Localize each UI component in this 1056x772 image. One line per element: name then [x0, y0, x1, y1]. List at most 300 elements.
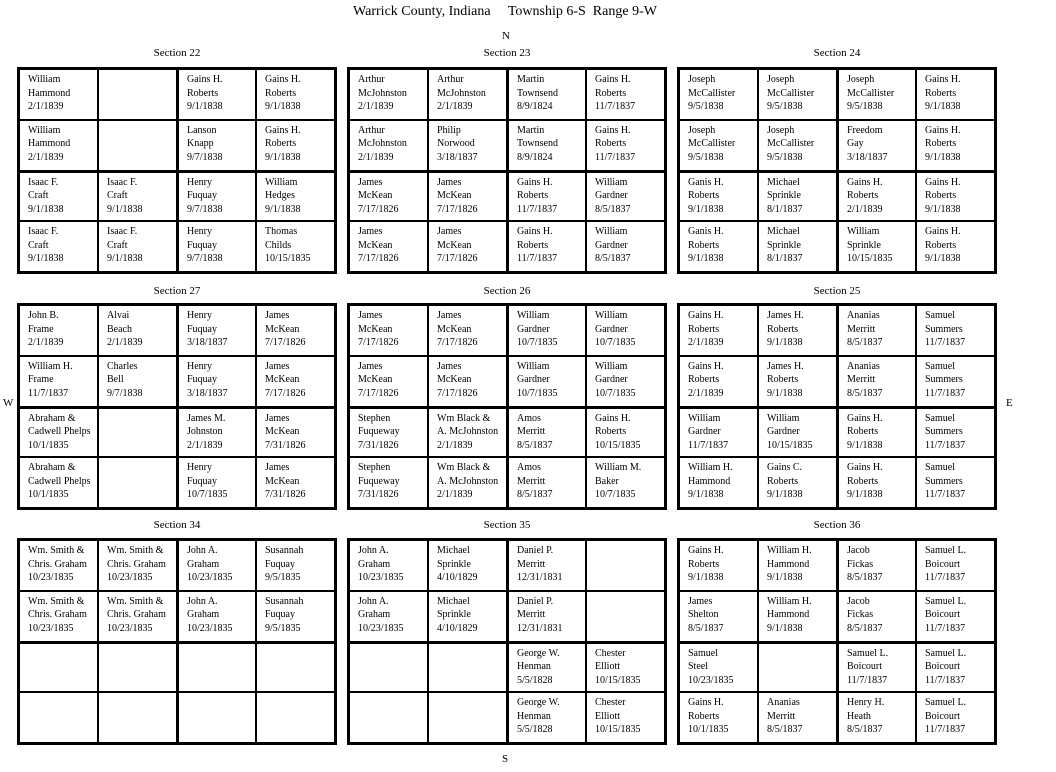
land-parcel — [586, 591, 665, 642]
parcel-date: 9/1/1838 — [925, 253, 961, 265]
land-parcel — [586, 356, 665, 407]
parcel-date: 10/23/1835 — [358, 572, 404, 583]
land-parcel — [349, 171, 428, 222]
land-parcel — [586, 457, 665, 508]
parcel-date: 10/23/1835 — [107, 622, 153, 634]
parcel-owner-line: Freedom — [847, 124, 883, 136]
parcel-date: 8/5/1837 — [847, 724, 883, 736]
parcel-owner-line: John A. — [187, 545, 218, 556]
land-parcel — [679, 221, 758, 272]
parcel-date: 2/1/1839 — [437, 439, 473, 451]
parcel-owner-line: Michael — [767, 226, 800, 238]
parcel-owner-line: Martin — [517, 124, 545, 136]
parcel-date: 7/31/1826 — [358, 489, 399, 501]
parcel-owner-line: Abraham & — [28, 412, 76, 424]
land-parcel — [507, 642, 586, 693]
land-parcel — [916, 305, 995, 356]
parcel-owner-line: Ananias — [847, 360, 880, 372]
parcel-owner-line: Graham — [187, 609, 220, 621]
parcel-owner-line: James M. — [187, 412, 226, 424]
parcel-owner-line: Frame — [28, 323, 54, 335]
land-parcel — [98, 591, 177, 642]
parcel-date: 2/1/1839 — [28, 101, 64, 112]
land-parcel — [679, 407, 758, 458]
parcel-owner-line: Gardner — [595, 374, 628, 386]
parcel-owner-line: Samuel — [688, 647, 718, 659]
parcel-date: 11/7/1837 — [925, 572, 966, 583]
parcel-owner-line: Gardner — [767, 426, 800, 437]
parcel-owner-line: William H. — [767, 545, 812, 556]
parcel-owner-line: Amos — [517, 462, 541, 474]
parcel-date: 4/10/1829 — [437, 622, 478, 634]
section-label: Section 23 — [483, 47, 531, 59]
parcel-owner-line: Heath — [847, 710, 871, 722]
parcel-owner-line: Samuel — [925, 360, 955, 372]
parcel-date: 9/1/1838 — [688, 203, 724, 215]
parcel-owner-line: William — [767, 412, 800, 424]
parcel-date: 9/5/1838 — [767, 101, 803, 112]
parcel-owner-line: Frame — [28, 374, 54, 386]
parcel-owner-line: Roberts — [925, 190, 957, 201]
parcel-owner-line: Graham — [358, 558, 391, 570]
land-parcel — [256, 407, 335, 458]
parcel-owner-line: Jacob — [847, 545, 870, 556]
page-title: Warrick County, Indiana Township 6-S Range 9-W — [353, 4, 657, 19]
land-parcel — [177, 171, 256, 222]
land-parcel — [758, 356, 837, 407]
parcel-owner-line: Arthur — [437, 74, 464, 85]
parcel-owner-line: Gardner — [595, 323, 628, 335]
parcel-owner-line: Roberts — [925, 138, 957, 150]
land-parcel — [679, 69, 758, 120]
parcel-owner-line: John A. — [358, 545, 389, 556]
parcel-owner-line: Roberts — [847, 190, 879, 201]
parcel-owner-line: John A. — [358, 595, 389, 607]
parcel-owner-line: Wm. Smith & — [107, 545, 164, 556]
land-parcel — [428, 305, 507, 356]
parcel-date: 7/17/1826 — [437, 203, 478, 215]
section-grid — [347, 67, 667, 274]
parcel-owner-line: Ganis H. — [688, 176, 724, 188]
land-parcel — [586, 69, 665, 120]
land-parcel — [19, 591, 98, 642]
section-grid — [17, 538, 337, 745]
parcel-date: 10/1/1835 — [28, 489, 69, 501]
compass-south: S — [502, 753, 509, 765]
parcel-date: 8/5/1837 — [595, 203, 631, 215]
parcel-owner-line: Roberts — [767, 475, 799, 487]
parcel-owner-line: Gains C. — [767, 462, 802, 474]
parcel-owner-line: Gardner — [517, 323, 550, 335]
parcel-owner-line: Craft — [28, 239, 49, 251]
land-parcel — [586, 305, 665, 356]
parcel-owner-line: William — [28, 74, 61, 85]
parcel-owner-line: Gains H. — [847, 176, 883, 188]
parcel-owner-line: Fuquay — [187, 374, 217, 386]
parcel-date: 7/17/1826 — [265, 387, 306, 399]
parcel-date: 10/15/1835 — [767, 439, 813, 451]
parcel-owner-line: Chris. Graham — [107, 609, 166, 621]
parcel-owner-line: Elliott — [595, 661, 620, 672]
parcel-owner-line: James — [358, 360, 383, 372]
parcel-owner-line: Arthur — [358, 74, 385, 85]
land-parcel — [19, 642, 98, 693]
parcel-date: 8/5/1837 — [847, 337, 883, 348]
parcel-owner-line: Roberts — [187, 87, 219, 99]
land-parcel — [256, 69, 335, 120]
land-parcel — [679, 120, 758, 171]
parcel-owner-line: Gardner — [595, 239, 628, 251]
parcel-owner-line: Roberts — [265, 138, 297, 150]
land-parcel — [679, 171, 758, 222]
parcel-date: 9/1/1838 — [767, 489, 803, 501]
parcel-date: 10/15/1835 — [595, 724, 641, 736]
parcel-date: 10/23/1835 — [28, 572, 74, 583]
section-grid — [347, 538, 667, 745]
parcel-owner-line: Fuquay — [265, 609, 295, 621]
parcel-date: 2/1/1839 — [28, 151, 64, 163]
parcel-owner-line: McJohnston — [358, 87, 407, 99]
parcel-date: 12/31/1831 — [517, 622, 563, 634]
land-parcel — [507, 591, 586, 642]
parcel-date: 8/9/1824 — [517, 151, 553, 163]
parcel-owner-line: Henry — [187, 360, 212, 372]
parcel-owner-line: Michael — [437, 595, 470, 607]
parcel-owner-line: Henman — [517, 710, 551, 722]
land-parcel — [19, 221, 98, 272]
land-parcel — [428, 692, 507, 743]
parcel-owner-line: Stephen — [358, 462, 391, 474]
parcel-date: 7/17/1826 — [437, 253, 478, 265]
parcel-owner-line: Roberts — [847, 426, 879, 437]
parcel-date: 3/18/1837 — [437, 151, 478, 163]
land-parcel — [837, 591, 916, 642]
parcel-owner-line: James — [265, 412, 290, 424]
land-parcel — [98, 692, 177, 743]
parcel-owner-line: Hedges — [265, 190, 295, 201]
parcel-owner-line: Samuel — [925, 462, 955, 474]
parcel-owner-line: Roberts — [688, 239, 720, 251]
parcel-date: 11/7/1837 — [688, 439, 729, 451]
land-parcel — [349, 356, 428, 407]
land-parcel — [758, 642, 837, 693]
parcel-owner-line: Samuel L. — [847, 647, 889, 659]
parcel-date: 10/1/1835 — [28, 439, 69, 451]
parcel-owner-line: Sprinkle — [437, 558, 471, 570]
land-parcel — [177, 305, 256, 356]
land-parcel — [758, 120, 837, 171]
parcel-date: 9/5/1838 — [767, 151, 803, 163]
parcel-owner-line: James — [437, 176, 462, 188]
parcel-owner-line: Gains H. — [925, 226, 961, 238]
parcel-owner-line: Michael — [437, 545, 470, 556]
parcel-owner-line: Norwood — [437, 138, 475, 150]
parcel-owner-line: Wm. Smith & — [28, 545, 85, 556]
land-parcel — [256, 692, 335, 743]
parcel-date: 8/5/1837 — [517, 439, 553, 451]
parcel-owner-line: Ananias — [767, 697, 800, 709]
land-parcel — [19, 540, 98, 591]
parcel-owner-line: Graham — [358, 609, 391, 621]
parcel-owner-line: Craft — [107, 190, 128, 201]
parcel-owner-line: Sprinkle — [847, 239, 881, 251]
land-parcel — [916, 171, 995, 222]
parcel-date: 11/7/1837 — [595, 101, 636, 112]
parcel-owner-line: Abraham & — [28, 462, 76, 474]
parcel-date: 10/23/1835 — [107, 572, 153, 583]
parcel-owner-line: Henry — [187, 226, 212, 238]
parcel-owner-line: Summers — [925, 426, 963, 437]
parcel-owner-line: McKean — [437, 239, 472, 251]
parcel-owner-line: Roberts — [595, 87, 627, 99]
parcel-date: 9/1/1838 — [265, 151, 301, 163]
parcel-owner-line: Roberts — [517, 190, 549, 201]
parcel-owner-line: Henry — [187, 462, 212, 474]
parcel-owner-line: William — [595, 310, 628, 321]
parcel-owner-line: Gains H. — [517, 226, 553, 238]
land-parcel — [837, 305, 916, 356]
parcel-owner-line: Gains H. — [595, 412, 631, 424]
land-parcel — [177, 407, 256, 458]
parcel-owner-line: Ananias — [847, 310, 880, 321]
land-parcel — [916, 407, 995, 458]
land-parcel — [507, 305, 586, 356]
parcel-date: 11/7/1837 — [847, 674, 888, 686]
land-parcel — [256, 642, 335, 693]
land-parcel — [349, 407, 428, 458]
parcel-owner-line: Boicourt — [925, 661, 960, 672]
land-parcel — [349, 540, 428, 591]
parcel-owner-line: Gains H. — [265, 124, 301, 136]
parcel-owner-line: Chester — [595, 697, 626, 709]
parcel-owner-line: Joseph — [688, 74, 716, 85]
land-parcel — [507, 120, 586, 171]
parcel-date: 7/17/1826 — [265, 337, 306, 348]
section-label: Section 35 — [483, 519, 531, 531]
land-parcel — [679, 692, 758, 743]
parcel-owner-line: Daniel P. — [517, 595, 554, 607]
parcel-owner-line: Isaac F. — [107, 176, 138, 188]
parcel-owner-line: James — [265, 360, 290, 372]
parcel-owner-line: Henry — [187, 310, 212, 321]
land-parcel — [586, 407, 665, 458]
parcel-date: 11/7/1837 — [517, 253, 558, 265]
land-parcel — [837, 171, 916, 222]
parcel-owner-line: Roberts — [767, 374, 799, 386]
land-parcel — [507, 69, 586, 120]
parcel-owner-line: Gains H. — [688, 545, 724, 556]
parcel-date: 9/1/1838 — [925, 151, 961, 163]
parcel-owner-line: James — [358, 226, 383, 238]
section-label: Section 27 — [153, 285, 201, 297]
parcel-owner-line: Roberts — [688, 558, 720, 570]
parcel-date: 10/23/1835 — [187, 622, 233, 634]
parcel-owner-line: Merritt — [847, 323, 876, 335]
land-parcel — [256, 356, 335, 407]
parcel-owner-line: Gains H. — [688, 310, 724, 321]
land-parcel — [98, 171, 177, 222]
parcel-date: 7/17/1826 — [358, 253, 399, 265]
section-grid — [347, 303, 667, 510]
land-parcel — [758, 540, 837, 591]
parcel-owner-line: McCallister — [767, 138, 815, 150]
section-grid — [677, 67, 997, 274]
parcel-date: 10/23/1835 — [688, 674, 734, 686]
land-parcel — [758, 305, 837, 356]
parcel-owner-line: James — [265, 310, 290, 321]
parcel-date: 7/17/1826 — [437, 387, 478, 399]
land-parcel — [758, 407, 837, 458]
land-parcel — [349, 221, 428, 272]
parcel-owner-line: Craft — [28, 190, 49, 201]
parcel-owner-line: Gardner — [517, 374, 550, 386]
parcel-owner-line: Daniel P. — [517, 545, 554, 556]
land-parcel — [177, 457, 256, 508]
land-parcel — [916, 540, 995, 591]
parcel-owner-line: Gardner — [688, 426, 721, 437]
parcel-owner-line: McKean — [265, 374, 300, 386]
land-parcel — [19, 120, 98, 171]
parcel-date: 11/7/1837 — [925, 724, 966, 736]
land-parcel — [349, 642, 428, 693]
parcel-owner-line: Boicourt — [925, 558, 960, 570]
parcel-date: 9/1/1838 — [688, 572, 724, 583]
parcel-owner-line: Cadwell Phelps — [28, 426, 91, 437]
land-parcel — [916, 356, 995, 407]
parcel-owner-line: James — [265, 462, 290, 474]
land-parcel — [507, 171, 586, 222]
parcel-owner-line: Merritt — [517, 558, 546, 570]
land-parcel — [758, 171, 837, 222]
parcel-owner-line: James — [437, 310, 462, 321]
parcel-owner-line: Hammond — [28, 138, 71, 150]
parcel-owner-line: Gardner — [595, 190, 628, 201]
parcel-owner-line: Johnston — [187, 426, 223, 437]
land-parcel — [586, 221, 665, 272]
land-parcel — [98, 221, 177, 272]
parcel-owner-line: Ganis H. — [688, 226, 724, 238]
parcel-owner-line: Summers — [925, 475, 963, 487]
parcel-date: 2/1/1839 — [437, 489, 473, 501]
parcel-date: 7/31/1826 — [358, 439, 399, 451]
parcel-date: 9/5/1838 — [688, 151, 724, 163]
parcel-owner-line: Jacob — [847, 595, 870, 607]
parcel-owner-line: Merritt — [517, 475, 546, 487]
parcel-owner-line: Fuquay — [187, 323, 217, 335]
parcel-date: 7/17/1826 — [437, 337, 478, 348]
parcel-owner-line: Boicourt — [847, 661, 882, 672]
parcel-date: 9/1/1838 — [847, 439, 883, 451]
land-parcel — [507, 407, 586, 458]
parcel-date: 9/7/1838 — [187, 253, 223, 265]
parcel-owner-line: James — [688, 595, 713, 607]
land-parcel — [256, 305, 335, 356]
parcel-date: 3/18/1837 — [187, 387, 228, 399]
parcel-date: 7/31/1826 — [265, 439, 306, 451]
land-parcel — [428, 171, 507, 222]
land-parcel — [428, 407, 507, 458]
parcel-owner-line: McCallister — [688, 138, 736, 150]
land-parcel — [586, 540, 665, 591]
parcel-owner-line: John B. — [28, 310, 59, 321]
parcel-owner-line: James H. — [767, 310, 804, 321]
parcel-owner-line: Roberts — [767, 323, 799, 335]
parcel-owner-line: Roberts — [595, 426, 627, 437]
parcel-date: 9/1/1838 — [28, 253, 64, 265]
parcel-date: 9/1/1838 — [28, 203, 64, 215]
land-parcel — [349, 591, 428, 642]
parcel-owner-line: Alvai — [107, 310, 130, 321]
parcel-owner-line: Wm Black & — [437, 462, 491, 474]
parcel-owner-line: Sprinkle — [437, 609, 471, 621]
parcel-owner-line: James — [437, 226, 462, 238]
parcel-date: 10/7/1835 — [187, 489, 228, 501]
parcel-date: 7/17/1826 — [358, 337, 399, 348]
parcel-owner-line: Samuel L. — [925, 545, 967, 556]
land-parcel — [916, 692, 995, 743]
parcel-date: 10/7/1835 — [517, 337, 558, 348]
parcel-owner-line: Samuel L. — [925, 697, 967, 709]
parcel-date: 5/5/1828 — [517, 724, 553, 736]
parcel-owner-line: McKean — [437, 190, 472, 201]
parcel-date: 11/7/1837 — [925, 337, 966, 348]
parcel-date: 11/7/1837 — [925, 622, 966, 634]
parcel-owner-line: William — [517, 360, 550, 372]
parcel-owner-line: Sprinkle — [767, 190, 801, 201]
land-parcel — [349, 305, 428, 356]
parcel-date: 9/1/1838 — [767, 337, 803, 348]
parcel-date: 7/31/1826 — [265, 489, 306, 501]
compass-west: W — [3, 397, 14, 409]
land-parcel — [19, 69, 98, 120]
parcel-owner-line: Joseph — [767, 74, 795, 85]
section-label: Section 25 — [813, 285, 861, 297]
parcel-date: 9/1/1838 — [767, 572, 803, 583]
land-parcel — [507, 692, 586, 743]
parcel-owner-line: Isaac F. — [28, 176, 59, 188]
parcel-owner-line: Samuel L. — [925, 647, 967, 659]
land-parcel — [98, 457, 177, 508]
parcel-owner-line: Susannah — [265, 545, 304, 556]
parcel-date: 9/1/1838 — [767, 387, 803, 399]
land-parcel — [916, 221, 995, 272]
parcel-owner-line: Summers — [925, 374, 963, 386]
parcel-date: 11/7/1837 — [517, 203, 558, 215]
parcel-date: 11/7/1837 — [925, 674, 966, 686]
land-parcel — [507, 221, 586, 272]
land-parcel — [837, 540, 916, 591]
parcel-owner-line: Roberts — [688, 710, 720, 722]
land-parcel — [837, 407, 916, 458]
parcel-owner-line: Gains H. — [688, 360, 724, 372]
land-parcel — [98, 407, 177, 458]
land-parcel — [349, 120, 428, 171]
parcel-owner-line: McKean — [265, 475, 300, 487]
parcel-owner-line: Hammond — [767, 558, 810, 570]
parcel-owner-line: Stephen — [358, 412, 391, 424]
land-parcel — [98, 642, 177, 693]
section-label: Section 36 — [813, 519, 861, 531]
parcel-owner-line: Roberts — [925, 239, 957, 251]
land-parcel — [586, 171, 665, 222]
parcel-owner-line: Gains H. — [925, 74, 961, 85]
section-grid — [17, 67, 337, 274]
land-parcel — [256, 540, 335, 591]
land-parcel — [758, 221, 837, 272]
parcel-owner-line: Merritt — [767, 710, 796, 722]
land-parcel — [428, 356, 507, 407]
parcel-owner-line: Chris. Graham — [28, 609, 87, 621]
